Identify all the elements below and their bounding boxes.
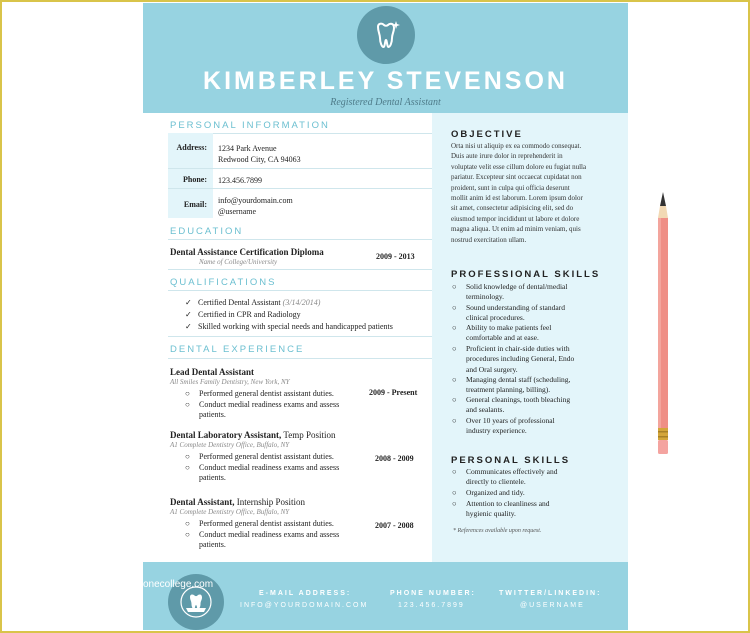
list-item: ✓ Certified Dental Assistant (3/14/2014) bbox=[185, 298, 321, 307]
footer-email-value: INFO@YOURDOMAIN.COM bbox=[240, 602, 369, 609]
skill-item: ○ Proficient in chair-side duties with procedures including General, Endo and Oral surgery. bbox=[452, 344, 575, 374]
job-company: All Smiles Family Dentistry, New York, NY bbox=[170, 378, 290, 386]
job-company: A1 Complete Dentistry Office, Buffalo, NY bbox=[170, 508, 290, 516]
personal-info-title: PERSONAL INFORMATION bbox=[170, 120, 330, 131]
footer-phone-value: 123.456.7899 bbox=[398, 602, 465, 609]
job-bullet: ○ Performed general dentist assistant duties. bbox=[185, 389, 334, 398]
job-dates: 2008 - 2009 bbox=[375, 454, 414, 463]
footer-phone-label: PHONE NUMBER: bbox=[390, 590, 476, 597]
pencil-icon bbox=[656, 192, 670, 462]
personal-info-table bbox=[168, 133, 432, 218]
objective-text: Orta nisi ut aliquip ex ea commodo consequat. Duis aute irure dolor in reprehenderit in voluptate velit esse cillum dolore eu fugiat nulla pariatur. Excepteur sint occaecat cupidatat non proident, sunt in culpa qui officia deserunt mollit anim id est laborum. Lorem ipsum dolor sit amet, consectetur adipisicing elit, sed do eiusmod tempor incididunt ut labore et dolore magna aliqua. Ut enim ad minim veniam, quis nostrud exercitation ullam. bbox=[451, 142, 587, 244]
education-dates: 2009 - 2013 bbox=[376, 252, 415, 261]
skill-item: ○ Attention to cleanliness and hygienic quality. bbox=[452, 499, 550, 519]
list-item: ✓ Certified in CPR and Radiology bbox=[185, 310, 301, 319]
job-title: Dental Assistant, Internship Position bbox=[170, 497, 306, 507]
divider bbox=[168, 336, 432, 337]
phone-value: 123.456.7899 bbox=[218, 176, 262, 185]
address-line2: Redwood City, CA 94063 bbox=[218, 155, 301, 164]
phone-label: Phone: bbox=[183, 175, 207, 184]
watermark-text: onecollege.com bbox=[143, 579, 214, 590]
resume-sheet bbox=[143, 3, 628, 630]
qualifications-list bbox=[185, 297, 393, 333]
resume-footer bbox=[143, 562, 628, 630]
candidate-name: KIMBERLEY STEVENSON bbox=[203, 67, 568, 95]
divider bbox=[168, 358, 432, 359]
school-name: Name of College/University bbox=[199, 258, 278, 266]
job-title: Dental Laboratory Assistant, Temp Position bbox=[170, 430, 336, 440]
candidate-role: Registered Dental Assistant bbox=[330, 97, 441, 108]
objective-title: OBJECTIVE bbox=[451, 129, 523, 140]
job-bullet: ○ Performed general dentist assistant duties. bbox=[185, 519, 334, 528]
address-label: Address: bbox=[176, 143, 207, 152]
list-item: ✓ Skilled working with special needs and handicapped patients bbox=[185, 322, 393, 331]
skill-item: ○ Organized and tidy. bbox=[452, 488, 525, 497]
education-title: EDUCATION bbox=[170, 226, 244, 237]
resume-header bbox=[143, 3, 628, 113]
username-value: @username bbox=[218, 207, 257, 216]
tooth-logo bbox=[357, 6, 415, 64]
job-title: Lead Dental Assistant bbox=[170, 367, 255, 377]
footer-social-value: @USERNAME bbox=[520, 602, 585, 609]
skill-item: ○ Ability to make patients feel comfortable and at ease. bbox=[452, 323, 552, 343]
email-label: Email: bbox=[183, 200, 207, 209]
job-bullet: ○ Conduct medial readiness exams and assess patients. bbox=[185, 400, 340, 420]
job-company: A1 Complete Dentistry Office, Buffalo, NY bbox=[170, 441, 290, 449]
check-icon: ✓ bbox=[185, 298, 192, 307]
divider bbox=[168, 188, 432, 189]
skill-item: ○ Communicates effectively and directly to clientele. bbox=[452, 467, 558, 487]
check-icon: ✓ bbox=[185, 310, 192, 319]
professional-skills-title: PROFESSIONAL SKILLS bbox=[451, 269, 601, 280]
skill-item: ○ Sound understanding of standard clinical procedures. bbox=[452, 303, 565, 323]
references-note: * References available upon request. bbox=[453, 528, 542, 534]
job-dates: 2009 - Present bbox=[369, 388, 418, 397]
job-bullet: ○ Performed general dentist assistant duties. bbox=[185, 452, 334, 461]
divider bbox=[168, 269, 432, 270]
tooth-icon bbox=[369, 18, 403, 52]
job-bullet: ○ Conduct medial readiness exams and assess patients. bbox=[185, 463, 340, 483]
skill-item: ○ Solid knowledge of dental/medial terminology. bbox=[452, 282, 568, 302]
footer-email-label: E-MAIL ADDRESS: bbox=[259, 590, 352, 597]
job-dates: 2007 - 2008 bbox=[375, 521, 414, 530]
divider bbox=[168, 168, 432, 169]
divider bbox=[168, 290, 432, 291]
skill-item: ○ Managing dental staff (scheduling, treatment planning, billing). bbox=[452, 375, 571, 395]
skill-item: ○ Over 10 years of professional industry experience. bbox=[452, 416, 555, 436]
check-icon: ✓ bbox=[185, 322, 192, 331]
address-line1: 1234 Park Avenue bbox=[218, 144, 277, 153]
skill-item: ○ General cleanings, tooth bleaching and sealants. bbox=[452, 395, 571, 415]
experience-title: DENTAL EXPERIENCE bbox=[170, 344, 305, 355]
footer-social-label: TWITTER/LINKEDIN: bbox=[499, 590, 602, 597]
qualifications-title: QUALIFICATIONS bbox=[170, 277, 277, 288]
job-bullet: ○ Conduct medial readiness exams and assess patients. bbox=[185, 530, 340, 550]
degree-name: Dental Assistance Certification Diploma bbox=[170, 247, 324, 257]
personal-skills-title: PERSONAL SKILLS bbox=[451, 455, 571, 466]
email-value: info@yourdomain.com bbox=[218, 196, 293, 205]
divider bbox=[168, 239, 432, 240]
